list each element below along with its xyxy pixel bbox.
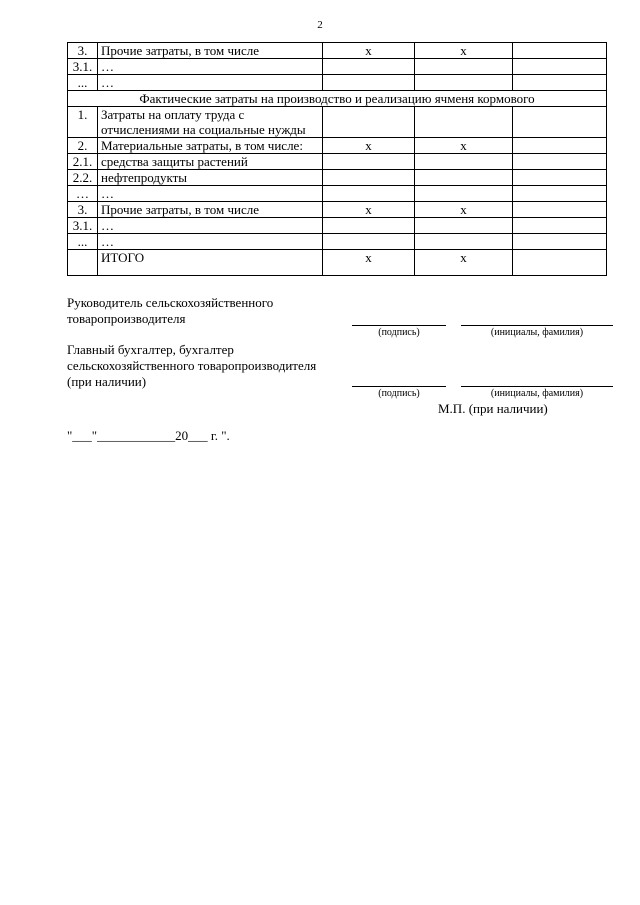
date-line: "___"____________20___ г. ". xyxy=(67,428,230,443)
cell-col1 xyxy=(323,218,415,234)
accountant-label-line2: сельскохозяйственного товаропроизводителя xyxy=(67,358,317,373)
cell-col3 xyxy=(513,154,607,170)
cell-col2 xyxy=(415,59,513,75)
table-row xyxy=(68,43,607,59)
row-name: Прочие затраты, в том числе xyxy=(98,202,323,218)
row-number: ... xyxy=(68,234,98,250)
cell-col2: x xyxy=(415,43,513,59)
cell-col1 xyxy=(323,234,415,250)
cell-col2: x xyxy=(415,138,513,154)
row-name: … xyxy=(98,234,323,250)
cell-col2 xyxy=(415,75,513,91)
cell-col1 xyxy=(323,59,415,75)
cell-col1: x xyxy=(323,202,415,218)
cell-col2 xyxy=(415,107,513,138)
table-row xyxy=(68,186,607,202)
cell-col2 xyxy=(415,218,513,234)
head-label-line1: Руководитель сельскохозяйственного xyxy=(67,295,274,310)
accountant-name-line xyxy=(461,386,613,387)
table-row xyxy=(68,107,607,138)
row-name: средства защиты растений xyxy=(98,154,323,170)
row-number xyxy=(68,250,98,276)
table-row xyxy=(68,138,607,154)
row-number: 3.1. xyxy=(68,59,98,75)
section-row xyxy=(68,91,607,107)
head-signature-line xyxy=(352,325,446,326)
row-number: ... xyxy=(68,75,98,91)
cell-col1: x xyxy=(323,138,415,154)
table-row xyxy=(68,154,607,170)
cell-col2: x xyxy=(415,202,513,218)
cell-col3 xyxy=(513,138,607,154)
stamp-place: М.П. (при наличии) xyxy=(438,401,548,416)
row-name: Прочие затраты, в том числе xyxy=(98,43,323,59)
row-number: 3. xyxy=(68,202,98,218)
cell-col2 xyxy=(415,234,513,250)
table-row xyxy=(68,170,607,186)
section-title: Фактические затраты на производство и реализацию ячменя кормового xyxy=(68,91,607,107)
cell-col3 xyxy=(513,170,607,186)
head-name-caption: (инициалы, фамилия) xyxy=(490,327,584,338)
cell-col1: x xyxy=(323,250,415,276)
row-number: 2. xyxy=(68,138,98,154)
table-row xyxy=(68,234,607,250)
cell-col2 xyxy=(415,154,513,170)
cell-col3 xyxy=(513,218,607,234)
cell-col3 xyxy=(513,107,607,138)
row-number: 3.1. xyxy=(68,218,98,234)
accountant-signature-line xyxy=(352,386,446,387)
accountant-label-line3: (при наличии) xyxy=(67,374,147,389)
cell-col2 xyxy=(415,186,513,202)
accountant-signature-label xyxy=(67,342,316,390)
head-signature-caption: (подпись) xyxy=(378,327,420,338)
row-name: Затраты на оплату труда с отчислениями на социальные нужды xyxy=(98,107,323,138)
cell-col1 xyxy=(323,75,415,91)
row-number: 2.2. xyxy=(68,170,98,186)
head-label-line2: товаропроизводителя xyxy=(67,311,186,326)
accountant-name-caption: (инициалы, фамилия) xyxy=(490,388,584,399)
head-signature-label xyxy=(67,295,273,327)
cell-col3 xyxy=(513,186,607,202)
row-number: 3. xyxy=(68,43,98,59)
row-name: … xyxy=(98,186,323,202)
cell-col3 xyxy=(513,250,607,276)
cell-col3 xyxy=(513,59,607,75)
row-number: 1. xyxy=(68,107,98,138)
cell-col2 xyxy=(415,170,513,186)
costs-table xyxy=(67,42,607,276)
total-row xyxy=(68,250,607,276)
cell-col2: x xyxy=(415,250,513,276)
table-row xyxy=(68,218,607,234)
row-number: … xyxy=(68,186,98,202)
row-name: нефтепродукты xyxy=(98,170,323,186)
cell-col3 xyxy=(513,43,607,59)
row-name: … xyxy=(98,75,323,91)
table-row xyxy=(68,59,607,75)
cell-col3 xyxy=(513,234,607,250)
table-row xyxy=(68,75,607,91)
cell-col1 xyxy=(323,186,415,202)
row-name: … xyxy=(98,59,323,75)
row-name: Материальные затраты, в том числе: xyxy=(98,138,323,154)
cell-col3 xyxy=(513,202,607,218)
accountant-label-line1: Главный бухгалтер, бухгалтер xyxy=(67,342,234,357)
row-name: … xyxy=(98,218,323,234)
cell-col1 xyxy=(323,170,415,186)
table-row xyxy=(68,202,607,218)
page-number: 2 xyxy=(317,19,323,31)
head-name-line xyxy=(461,325,613,326)
cell-col1: x xyxy=(323,43,415,59)
cell-col1 xyxy=(323,154,415,170)
cell-col3 xyxy=(513,75,607,91)
row-number: 2.1. xyxy=(68,154,98,170)
total-label: ИТОГО xyxy=(98,250,323,276)
accountant-signature-caption: (подпись) xyxy=(378,388,420,399)
cell-col1 xyxy=(323,107,415,138)
